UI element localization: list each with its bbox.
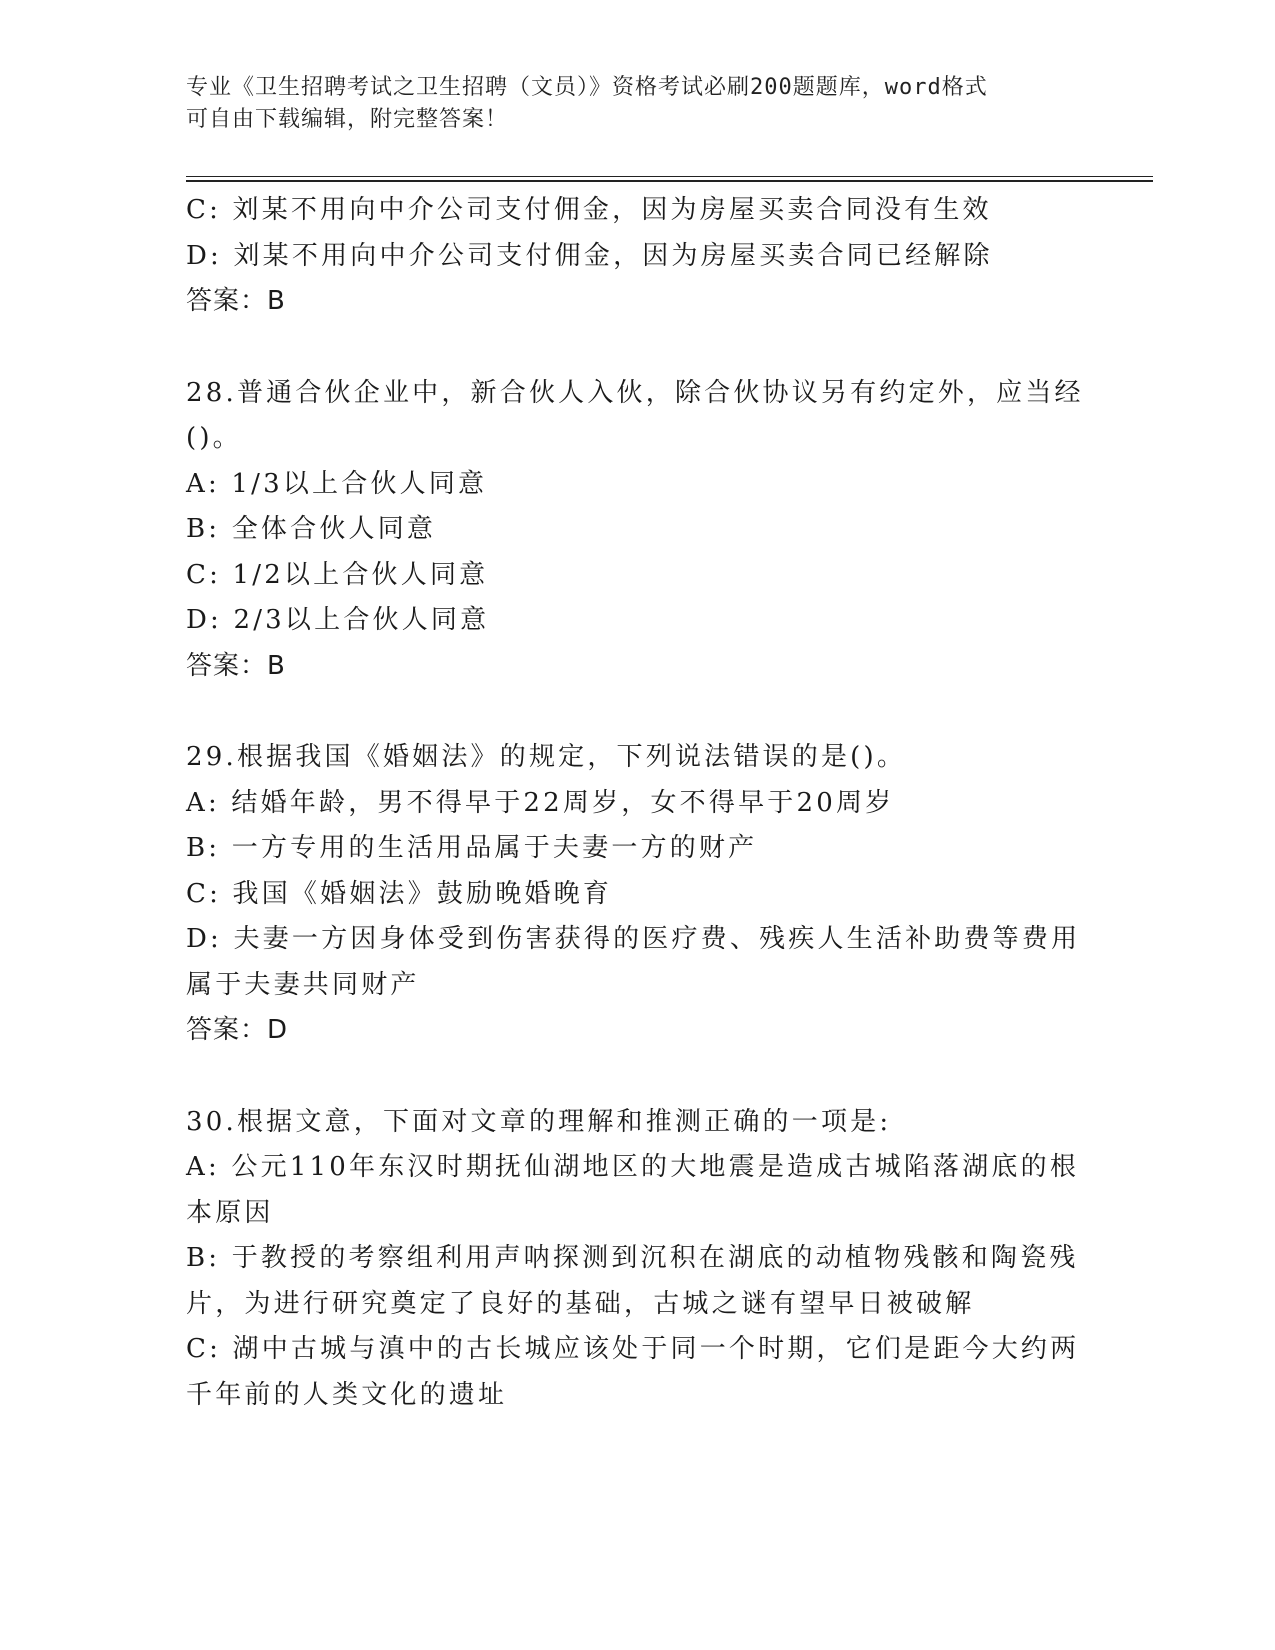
q30-option-a-line-2: 本原因 [186, 1197, 274, 1228]
q28-option-b: B: 全体合伙人同意 [186, 514, 437, 544]
q27-option-d: D: 刘某不用向中介公司支付佣金，因为房屋买卖合同已经解除 [186, 240, 993, 271]
q30-option-a-line-1: A: 公元110年东汉时期抚仙湖地区的大地震是造成古城陷落湖底的根 [186, 1152, 1080, 1182]
q27-answer: 答案：B [186, 286, 286, 316]
q30-option-c-line-2: 千年前的人类文化的遗址 [186, 1379, 508, 1410]
question-28 [186, 371, 1086, 690]
q30-option-c-line-1: C: 湖中古城与滇中的古长城应该处于同一个时期，它们是距今大约两 [186, 1334, 1080, 1364]
header-line-2: 可自由下载编辑，附完整答案！ [186, 107, 509, 132]
spacer [186, 325, 1086, 371]
header-divider-thin [186, 176, 1153, 177]
q28-option-c: C: 1/2以上合伙人同意 [186, 559, 489, 590]
q28-option-d: D: 2/3以上合伙人同意 [186, 605, 490, 635]
q30-option-b-line-1: B: 于教授的考察组利用声呐探测到沉积在湖底的动植物残骸和陶瓷残 [186, 1243, 1079, 1273]
q29-answer: 答案：D [186, 1015, 289, 1045]
q27-option-c: C: 刘某不用向中介公司支付佣金，因为房屋买卖合同没有生效 [186, 195, 992, 225]
q29-option-d-line-2: 属于夫妻共同财产 [186, 969, 420, 1000]
q29-stem: 29.根据我国《婚姻法》的规定，下列说法错误的是()。 [186, 742, 907, 772]
question-content [186, 188, 1086, 1418]
header-line-1: 专业《卫生招聘考试之卫生招聘（文员）》资格考试必刷200题题库，word格式 [186, 75, 988, 100]
q28-stem-line-2: ()。 [186, 423, 242, 453]
q28-stem-line-1: 28.普通合伙企业中，新合伙人入伙，除合伙协议另有约定外，应当经 [186, 377, 1084, 408]
q29-option-d-line-1: D: 夫妻一方因身体受到伤害获得的医疗费、残疾人生活补助费等费用 [186, 924, 1081, 954]
question-27-tail [186, 188, 1086, 325]
q29-option-a: A: 结婚年龄，男不得早于22周岁，女不得早于20周岁 [186, 787, 895, 818]
q28-answer: 答案：B [186, 650, 286, 681]
q28-option-a: A: 1/3以上合伙人同意 [186, 468, 488, 499]
spacer [186, 689, 1086, 735]
q30-stem: 30.根据文意，下面对文章的理解和推测正确的一项是: [186, 1106, 892, 1137]
question-29 [186, 735, 1086, 1054]
q29-option-c: C: 我国《婚姻法》鼓励晚婚晚育 [186, 878, 613, 909]
question-30 [186, 1100, 1086, 1419]
header-divider-thick [186, 180, 1153, 182]
q30-option-b-line-2: 片，为进行研究奠定了良好的基础，古城之谜有望早日被破解 [186, 1288, 975, 1319]
document-header [186, 72, 1066, 136]
q29-option-b: B: 一方专用的生活用品属于夫妻一方的财产 [186, 833, 758, 863]
spacer [186, 1054, 1086, 1100]
